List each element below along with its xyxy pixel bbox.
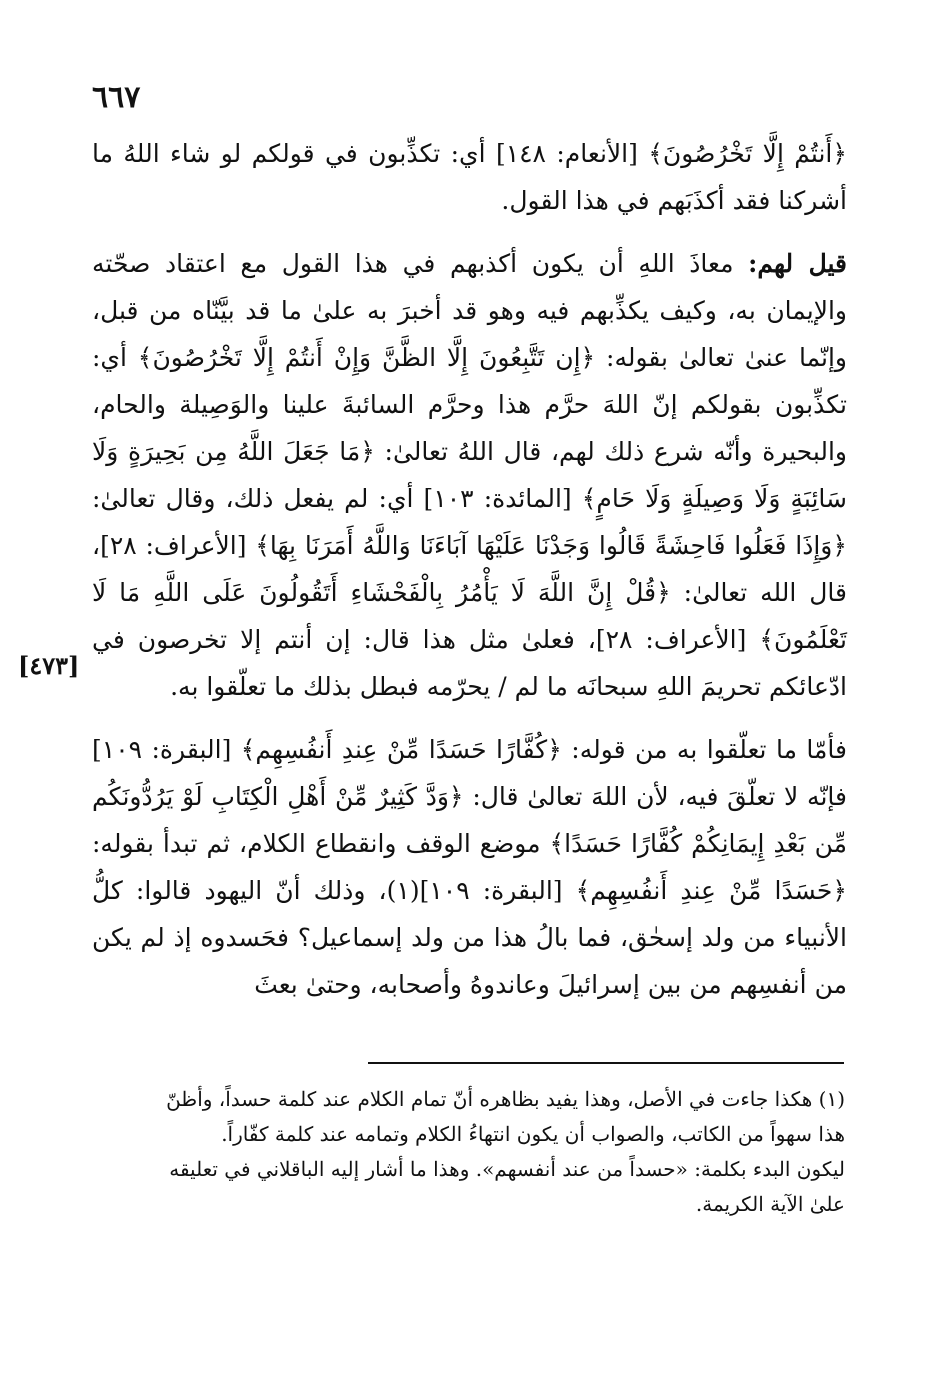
paragraph-2-lead: قيل لهم:	[748, 249, 847, 278]
footnote-divider	[368, 1062, 844, 1064]
footnote-line: علىٰ الآية الكريمة.	[695, 1192, 845, 1216]
page-number: ٦٦٧	[92, 80, 141, 115]
paragraph-1	[92, 130, 847, 224]
paragraph-1-text: ﴿أَنتُمْ إِلَّا تَخْرُصُونَ﴾ [الأنعام: ١٤٨] أي: تكذِّبون في قولكم لو شاء اللهُ ما أشركنا فقد أكذَبَهم في هذا القول.	[92, 139, 848, 215]
paragraph-3-text: فأمّا ما تعلّقوا به من قوله: ﴿كُفَّارًا حَسَدًا مِّنْ عِندِ أَنفُسِهِم﴾ [البقرة: ١٠٩] فإنّه لا تعلّقَ فيه، لأن اللهَ تعالىٰ قال: ﴿وَدَّ كَثِيرٌ مِّنْ أَهْلِ الْكِتَابِ لَوْ يَرُدُّونَكُم مِّن بَعْدِ إِيمَانِكُمْ كُفَّارًا حَسَدًا﴾ موضع الوقف وانقطاع الكلام، ثم تبدأ بقوله: ﴿حَسَدًا مِّنْ عِندِ أَنفُسِهِم﴾ [البقرة: ١٠٩](١)، وذلك أنّ اليهود قالوا: كلُّ الأنبياء من ولد إسحٰق، فما بالُ هذا من ولد إسماعيل؟ فحَسدوه إذ لم يكن من أنفسِهم من بين إسرائيلَ وعاندوهُ وأصحابه، وحتىٰ بعثَ	[92, 735, 847, 999]
footnote-line: ليكون البدء بكلمة: «حسداً من عند أنفسهم». وهذا ما أشار إليه الباقلاني في تعليقه	[169, 1157, 845, 1181]
paragraph-3	[92, 726, 847, 1008]
paragraph-2	[92, 240, 847, 710]
footnotes	[80, 1082, 845, 1222]
paragraph-2-text: معاذَ اللهِ أن يكون أكذبهم في هذا القول مع اعتقاد صحّته والإيمان به، وكيف يكذِّبهم فيه وهو قد أخبرَ به علىٰ ما قد بيَّنّاه من قبل، وإنّما عنىٰ تعالىٰ بقوله: ﴿إِن تَتَّبِعُونَ إِلَّا الظَّنَّ وَإِنْ أَنتُمْ إِلَّا تَخْرُصُونَ﴾ أي: تكذِّبون بقولكم إنّ اللهَ حرَّم هذا وحرَّم السائبةَ علينا والوَصِيلة والحام، والبحيرة وأنّه شرع ذلك لهم، قال اللهُ تعالىٰ: ﴿مَا جَعَلَ اللَّهُ مِن بَحِيرَةٍ وَلَا سَائِبَةٍ وَلَا وَصِيلَةٍ وَلَا حَامٍ﴾ [المائدة: ١٠٣] أي: لم يفعل ذلك، وقال تعالىٰ: ﴿وَإِذَا فَعَلُوا فَاحِشَةً قَالُوا وَجَدْنَا عَلَيْهَا آبَاءَنَا وَاللَّهُ أَمَرَنَا بِهَا﴾ [الأعراف: ٢٨]، قال الله تعالىٰ: ﴿قُلْ إِنَّ اللَّهَ لَا يَأْمُرُ بِالْفَحْشَاءِ أَتَقُولُونَ عَلَى اللَّهِ مَا لَا تَعْلَمُونَ﴾ [الأعراف: ٢٨]، فعلىٰ مثل هذا قال: إن أنتم إلا تخرصون في ادّعائكم تحريمَ اللهِ سبحانَه ما لم / يحرّمه فبطل بذلك ما تعلّقوا به.	[92, 249, 847, 701]
manuscript-folio-marker: [٤٧٣]	[18, 651, 80, 680]
footnote-line: (١) هكذا جاءت في الأصل، وهذا يفيد بظاهره أنّ تمام الكلام عند كلمة حسداً، وأظنّ	[166, 1087, 845, 1111]
footnote-line: هذا سهواً من الكاتب، والصواب أن يكون انتهاءُ الكلام وتمامه عند كلمة كفّاراً.	[221, 1122, 845, 1146]
main-text	[92, 130, 847, 1008]
